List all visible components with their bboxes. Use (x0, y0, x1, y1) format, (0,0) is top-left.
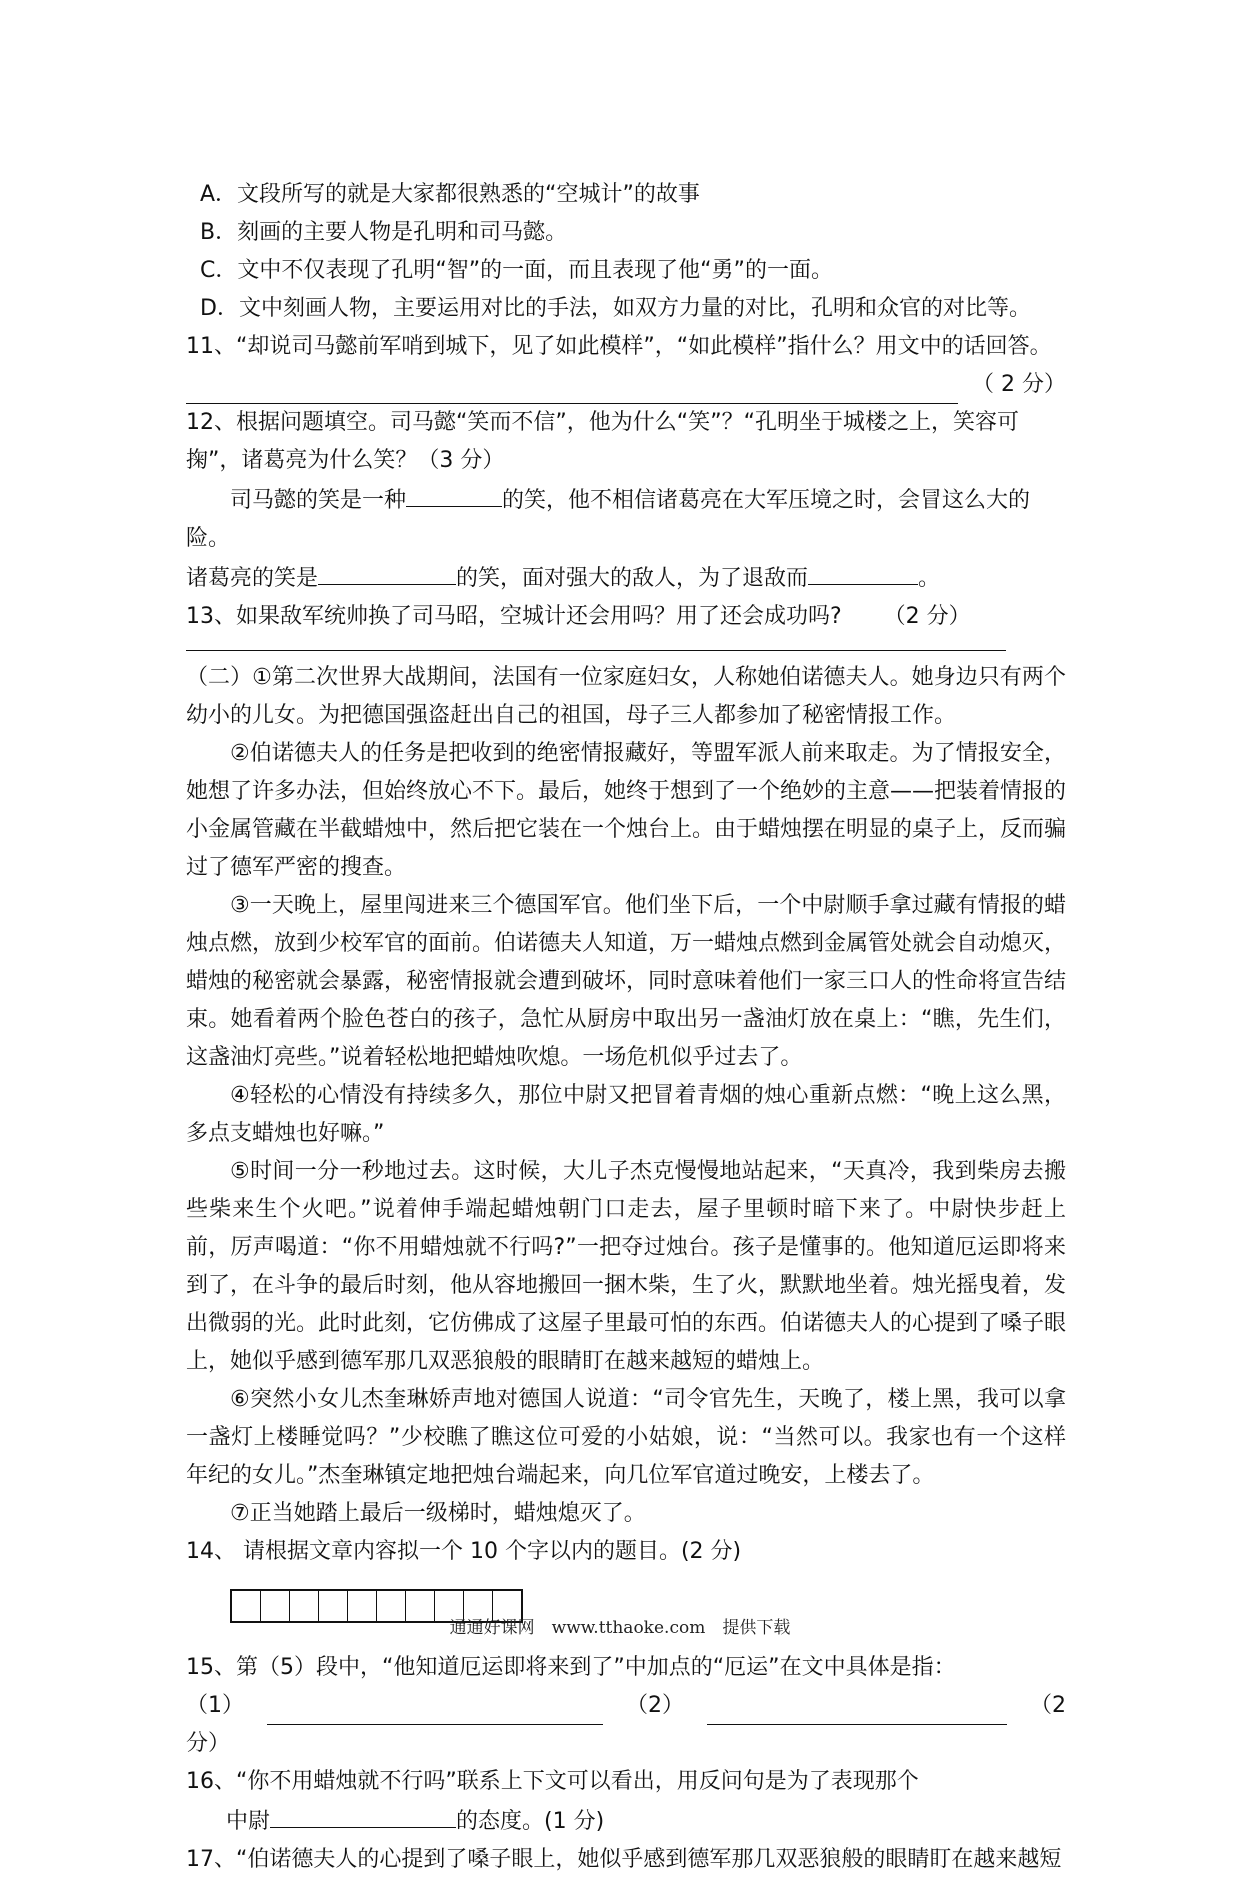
q12-fill-line-2 (186, 558, 1066, 598)
passage-para-7: ⑦正当她踏上最后一级梯时，蜡烛熄灭了。 (230, 1501, 646, 1526)
question-17: 17、“伯诺德夫人的心提到了嗓子眼上，她似乎感到德军那几双恶狼般的眼睛盯在越来越短 (186, 1847, 1062, 1872)
q15-score-tail: 分） (186, 1731, 231, 1756)
fill-text: 的态度。(1 分) (456, 1809, 605, 1834)
fill-text: 的笑，他不相信诸葛亮在大军压境之时，会冒这么大的险。 (186, 488, 1031, 551)
option-b: B．刻画的主要人物是孔明和司马懿。 (200, 220, 568, 245)
passage-para-1: （二）①第二次世界大战期间，法国有一位家庭妇女，人称她伯诺德夫人。她身边只有两个幼小的儿女。为把德国强盗赶出自己的祖国，母子三人都参加了秘密情报工作。 (186, 665, 1066, 728)
fill-blank[interactable] (318, 558, 456, 585)
question-12: 12、根据问题填空。司马懿“笑而不信”，他为什么“笑”？“孔明坐于城楼之上，笑容可掬”，诸葛亮为什么笑？（3 分） (186, 410, 1019, 473)
passage-para-3: ③一天晚上，屋里闯进来三个德国军官。他们坐下后，一个中尉顺手拿过藏有情报的蜡烛点燃，放到少校军官的面前。伯诺德夫人知道，万一蜡烛点燃到金属管处就会自动熄灭，蜡烛的秘密就会暴露，秘密情报就会遭到破坏，同时意味着他们一家三口人的性命将宣告结束。她看着两个脸色苍白的孩子，急忙从厨房中取出另一盏油灯放在桌上：“瞧，先生们，这盏油灯亮些。”说着轻松地把蜡烛吹熄。一场危机似乎过去了。 (186, 893, 1067, 1070)
question-13 (186, 598, 1066, 636)
option-a: A．文段所写的就是大家都很熟悉的“空城计”的故事 (200, 182, 700, 207)
question-11: 11、“却说司马懿前军哨到城下，见了如此模样”，“如此模样”指什么？用文中的话回答。 (186, 334, 1052, 359)
question-14: 14、 请根据文章内容拟一个 10 个字以内的题目。(2 分) (186, 1539, 742, 1564)
fill-blank[interactable] (270, 1801, 456, 1828)
question-16: 16、“你不用蜡烛就不行吗”联系上下文可以看出，用反问句是为了表现那个 (186, 1769, 919, 1794)
fill-text: 中尉 (226, 1809, 271, 1834)
option-d: D．文中刻画人物，主要运用对比的手法，如双方力量的对比，孔明和众官的对比等。 (200, 296, 1031, 321)
question-text: 13、如果敌军统帅换了司马昭，空城计还会用吗？用了还会成功吗? (186, 604, 842, 629)
score-label: （ 2 分） (972, 372, 1066, 397)
passage-para-6: ⑥突然小女儿杰奎琳娇声地对德国人说道：“司令官先生，天晚了，楼上黑，我可以拿一盏灯上楼睡觉吗？”少校瞧了瞧这位可爱的小姑娘，说：“当然可以。我家也有一个这样年纪的女儿。”杰奎琳镇定地把烛台端起来，向几位军官道过晚安，上楼去了。 (186, 1387, 1066, 1488)
q15-label-1: （1） (186, 1693, 244, 1718)
passage-para-2: ②伯诺德夫人的任务是把收到的绝密情报藏好，等盟军派人前来取走。为了情报安全，她想了许多办法，但始终放心不下。最后，她终于想到了一个绝妙的主意——把装着情报的小金属管藏在半截蜡烛中，然后把它装在一个烛台上。由于蜡烛摆在明显的桌子上，反而骗过了德军严密的搜查。 (186, 741, 1067, 880)
fill-blank[interactable] (808, 558, 918, 585)
answer-line-13[interactable] (186, 636, 1006, 651)
fill-blank[interactable] (707, 1698, 1007, 1725)
q15-label-2: （2） (626, 1693, 684, 1718)
score-label: （2 分） (883, 604, 971, 629)
fill-text: 司马懿的笑是一种 (230, 488, 407, 513)
q15-answers (186, 1687, 1066, 1725)
passage-para-5: ⑤时间一分一秒地过去。这时候，大儿子杰克慢慢地站起来，“天真冷，我到柴房去搬些柴来生个火吧。”说着伸手端起蜡烛朝门口走去，屋子里顿时暗下来了。中尉快步赶上前，厉声喝道：“你不用蜡烛就不行吗?”一把夺过烛台。孩子是懂事的。他知道厄运即将来到了，在斗争的最后时刻，他从容地搬回一捆木柴，生了火，默默地坐着。烛光摇曳着，发出微弱的光。此时此刻，它仿佛成了这屋子里最可怕的东西。伯诺德夫人的心提到了嗓子眼上，她似乎感到德军那几双恶狼般的眼睛盯在越来越短的蜡烛上。 (186, 1159, 1067, 1374)
answer-blank[interactable] (186, 373, 958, 404)
answer-line-11 (186, 366, 1066, 404)
fill-blank[interactable] (267, 1698, 603, 1725)
option-c: C．文中不仅表现了孔明“智”的一面，而且表现了他“勇”的一面。 (200, 258, 833, 283)
fill-text: 诸葛亮的笑是 (186, 566, 319, 591)
fill-text: 的笑，面对强大的敌人，为了退敌而 (456, 566, 809, 591)
footer-credit: 通通好课网 www.tthaoke.com 提供下载 (449, 1618, 791, 1638)
score-label: （2 (1030, 1693, 1066, 1718)
q16-fill-line (186, 1801, 1066, 1841)
question-15: 15、第（5）段中，“他知道厄运即将来到了”中加点的“厄运”在文中具体是指： (186, 1655, 956, 1680)
q12-fill-line-1 (186, 480, 1066, 558)
fill-text: 。 (918, 566, 941, 591)
fill-blank[interactable] (406, 480, 502, 507)
passage-para-4: ④轻松的心情没有持续多久，那位中尉又把冒着青烟的烛心重新点燃：“晚上这么黑，多点支蜡烛也好嘛。” (186, 1083, 1066, 1146)
